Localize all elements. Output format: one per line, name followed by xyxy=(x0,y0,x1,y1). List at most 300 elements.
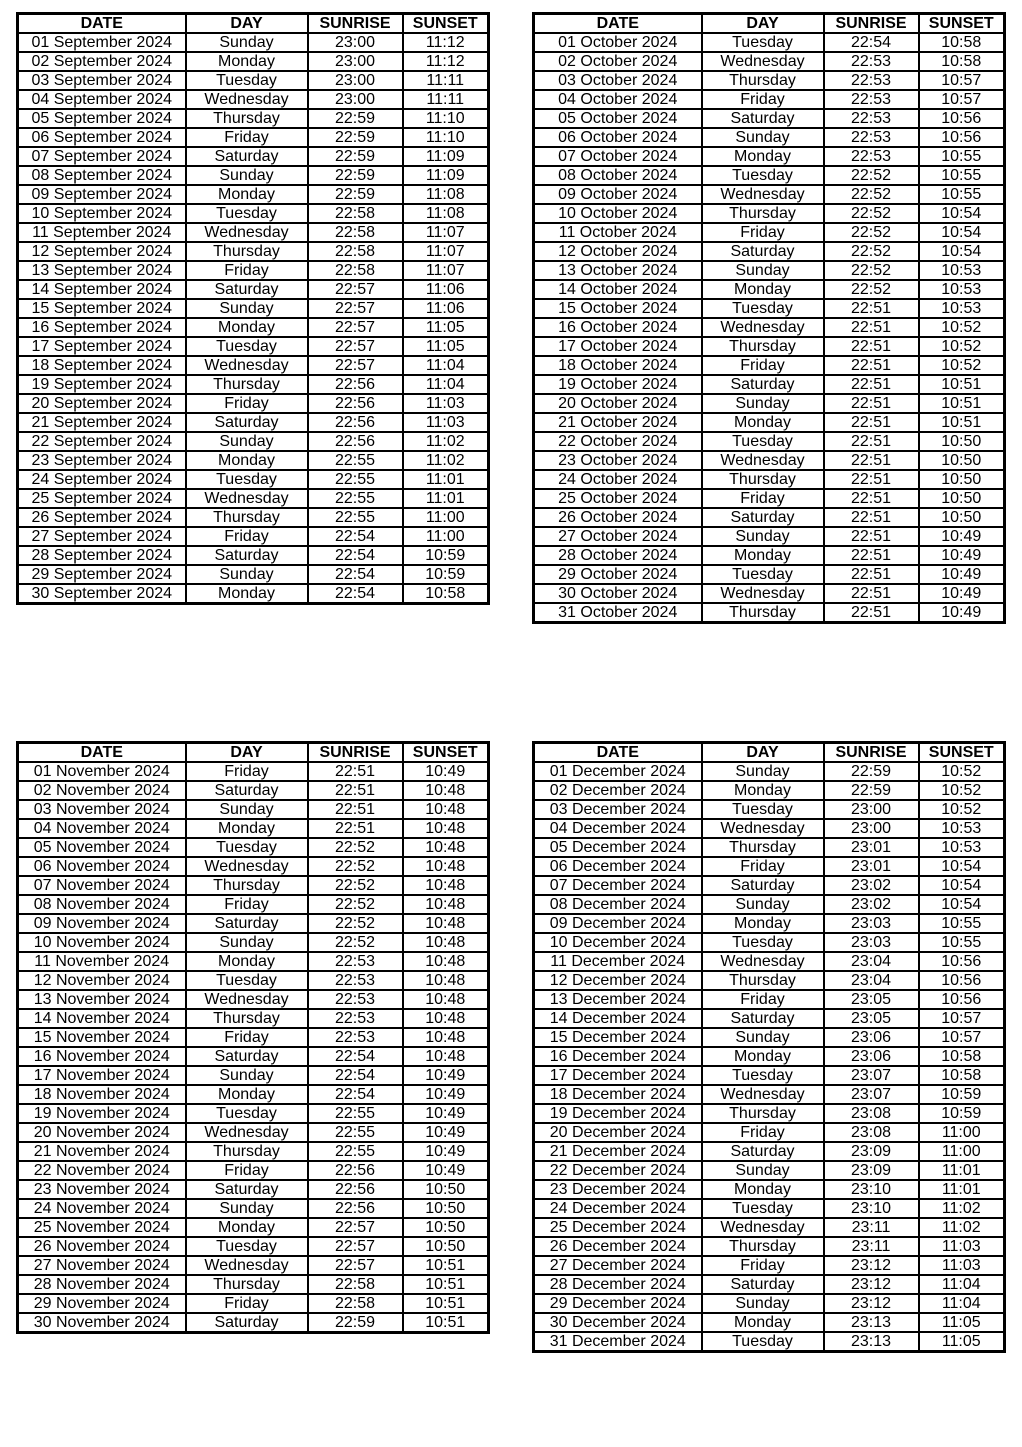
table-row xyxy=(18,261,489,280)
day-cell: Sunday xyxy=(702,394,824,413)
sunset-cell: 11:11 xyxy=(403,71,489,90)
sunset-cell: 11:04 xyxy=(403,356,489,375)
sunrise-cell: 22:52 xyxy=(308,933,403,952)
sunset-cell: 10:59 xyxy=(403,565,489,584)
sunrise-cell: 22:58 xyxy=(308,242,403,261)
sunrise-cell: 22:51 xyxy=(824,356,919,375)
sunset-cell: 10:48 xyxy=(403,838,489,857)
sunset-cell: 10:56 xyxy=(919,952,1005,971)
sunset-cell: 10:56 xyxy=(919,971,1005,990)
sunrise-cell: 22:51 xyxy=(824,565,919,584)
day-cell: Sunday xyxy=(186,800,308,819)
sunset-cell: 11:03 xyxy=(919,1256,1005,1275)
day-cell: Friday xyxy=(186,394,308,413)
date-cell: 10 December 2024 xyxy=(534,933,702,952)
table-row xyxy=(18,1161,489,1180)
date-cell: 14 November 2024 xyxy=(18,1009,186,1028)
date-cell: 28 October 2024 xyxy=(534,546,702,565)
sunrise-cell: 22:52 xyxy=(308,838,403,857)
date-cell: 18 September 2024 xyxy=(18,356,186,375)
sunrise-cell: 22:58 xyxy=(308,223,403,242)
sunrise-cell: 23:08 xyxy=(824,1104,919,1123)
sunset-cell: 11:05 xyxy=(403,337,489,356)
day-cell: Monday xyxy=(702,280,824,299)
sunset-cell: 10:50 xyxy=(403,1199,489,1218)
date-cell: 05 November 2024 xyxy=(18,838,186,857)
sunrise-cell: 22:59 xyxy=(824,762,919,781)
table-row xyxy=(534,128,1005,147)
date-cell: 14 October 2024 xyxy=(534,280,702,299)
table-row xyxy=(534,1009,1005,1028)
sunset-cell: 10:54 xyxy=(919,242,1005,261)
table-row xyxy=(18,413,489,432)
sunset-cell: 10:54 xyxy=(919,857,1005,876)
sunrise-cell: 22:51 xyxy=(308,819,403,838)
date-cell: 29 October 2024 xyxy=(534,565,702,584)
sunset-cell: 10:48 xyxy=(403,819,489,838)
sunset-cell: 10:49 xyxy=(403,1123,489,1142)
header-sunset: SUNSET xyxy=(919,743,1005,763)
date-cell: 14 December 2024 xyxy=(534,1009,702,1028)
table-row xyxy=(534,299,1005,318)
table-header xyxy=(534,743,1005,763)
table-row xyxy=(18,1313,489,1333)
sunset-cell: 11:07 xyxy=(403,261,489,280)
table-row xyxy=(18,166,489,185)
table-row xyxy=(18,546,489,565)
sunrise-cell: 22:54 xyxy=(308,546,403,565)
table-row xyxy=(18,895,489,914)
sunrise-cell: 22:53 xyxy=(824,71,919,90)
table-row xyxy=(18,508,489,527)
day-cell: Thursday xyxy=(186,1009,308,1028)
table-row xyxy=(18,527,489,546)
date-cell: 29 December 2024 xyxy=(534,1294,702,1313)
sunrise-cell: 22:52 xyxy=(824,204,919,223)
sunrise-cell: 22:57 xyxy=(308,1237,403,1256)
date-cell: 22 November 2024 xyxy=(18,1161,186,1180)
header-sunset: SUNSET xyxy=(919,14,1005,34)
table-row xyxy=(534,838,1005,857)
sunset-cell: 11:05 xyxy=(919,1313,1005,1332)
sunrise-cell: 23:02 xyxy=(824,895,919,914)
date-cell: 03 October 2024 xyxy=(534,71,702,90)
sunrise-cell: 23:00 xyxy=(308,90,403,109)
date-cell: 08 September 2024 xyxy=(18,166,186,185)
day-cell: Sunday xyxy=(186,1199,308,1218)
table-row xyxy=(534,394,1005,413)
sunset-cell: 10:51 xyxy=(403,1256,489,1275)
sunset-cell: 10:51 xyxy=(919,394,1005,413)
date-cell: 15 November 2024 xyxy=(18,1028,186,1047)
header-sunset: SUNSET xyxy=(403,743,489,763)
table-row xyxy=(534,1066,1005,1085)
sunset-cell: 10:54 xyxy=(919,223,1005,242)
day-cell: Thursday xyxy=(702,71,824,90)
sunset-cell: 11:04 xyxy=(919,1275,1005,1294)
sunrise-cell: 22:53 xyxy=(824,109,919,128)
date-cell: 20 September 2024 xyxy=(18,394,186,413)
header-day: DAY xyxy=(186,743,308,763)
september-sun-table xyxy=(16,12,490,605)
sunrise-cell: 22:51 xyxy=(824,508,919,527)
date-cell: 05 October 2024 xyxy=(534,109,702,128)
sunrise-cell: 23:12 xyxy=(824,1256,919,1275)
day-cell: Wednesday xyxy=(186,489,308,508)
table-row xyxy=(18,375,489,394)
date-cell: 21 November 2024 xyxy=(18,1142,186,1161)
sunrise-cell: 22:53 xyxy=(824,147,919,166)
sunrise-cell: 22:56 xyxy=(308,375,403,394)
date-cell: 15 September 2024 xyxy=(18,299,186,318)
date-cell: 05 September 2024 xyxy=(18,109,186,128)
date-cell: 31 December 2024 xyxy=(534,1332,702,1352)
sunrise-cell: 22:57 xyxy=(308,280,403,299)
sunrise-cell: 22:55 xyxy=(308,508,403,527)
sunrise-cell: 22:58 xyxy=(308,1275,403,1294)
sunset-cell: 10:56 xyxy=(919,990,1005,1009)
sunrise-cell: 22:56 xyxy=(308,1161,403,1180)
sunset-cell: 10:48 xyxy=(403,1028,489,1047)
day-cell: Friday xyxy=(702,223,824,242)
date-cell: 24 September 2024 xyxy=(18,470,186,489)
table-row xyxy=(18,470,489,489)
table-row xyxy=(18,204,489,223)
sunrise-cell: 23:08 xyxy=(824,1123,919,1142)
date-cell: 03 December 2024 xyxy=(534,800,702,819)
table-row xyxy=(18,90,489,109)
day-cell: Saturday xyxy=(186,914,308,933)
table-row xyxy=(534,781,1005,800)
day-cell: Wednesday xyxy=(186,1123,308,1142)
table-row xyxy=(534,318,1005,337)
sunrise-cell: 22:51 xyxy=(824,527,919,546)
date-cell: 09 October 2024 xyxy=(534,185,702,204)
day-cell: Thursday xyxy=(186,1142,308,1161)
day-cell: Thursday xyxy=(702,971,824,990)
sunset-cell: 11:01 xyxy=(403,489,489,508)
sunrise-cell: 22:55 xyxy=(308,470,403,489)
date-cell: 20 November 2024 xyxy=(18,1123,186,1142)
sunset-cell: 10:49 xyxy=(403,1104,489,1123)
table-row xyxy=(18,819,489,838)
day-cell: Thursday xyxy=(702,204,824,223)
sunrise-cell: 22:55 xyxy=(308,1123,403,1142)
sunrise-cell: 22:51 xyxy=(824,489,919,508)
table-row xyxy=(18,762,489,781)
day-cell: Monday xyxy=(702,914,824,933)
header-date: DATE xyxy=(534,14,702,34)
date-cell: 26 November 2024 xyxy=(18,1237,186,1256)
sunrise-cell: 22:52 xyxy=(824,242,919,261)
sunrise-cell: 22:58 xyxy=(308,261,403,280)
table-row xyxy=(534,1256,1005,1275)
date-cell: 01 October 2024 xyxy=(534,33,702,52)
sunset-cell: 11:10 xyxy=(403,109,489,128)
day-cell: Saturday xyxy=(702,1142,824,1161)
sunrise-cell: 22:52 xyxy=(824,261,919,280)
day-cell: Monday xyxy=(702,546,824,565)
sunrise-cell: 23:07 xyxy=(824,1066,919,1085)
table-row xyxy=(534,33,1005,52)
date-cell: 25 September 2024 xyxy=(18,489,186,508)
sunrise-cell: 23:09 xyxy=(824,1142,919,1161)
table-row xyxy=(18,1066,489,1085)
sunset-cell: 10:52 xyxy=(919,762,1005,781)
sunset-cell: 10:59 xyxy=(919,1104,1005,1123)
sunrise-cell: 22:51 xyxy=(824,413,919,432)
date-cell: 24 October 2024 xyxy=(534,470,702,489)
day-cell: Tuesday xyxy=(702,432,824,451)
day-cell: Sunday xyxy=(186,299,308,318)
day-cell: Tuesday xyxy=(186,838,308,857)
sunset-cell: 11:08 xyxy=(403,204,489,223)
sunrise-cell: 22:52 xyxy=(308,914,403,933)
sunset-cell: 10:48 xyxy=(403,952,489,971)
table-row xyxy=(18,584,489,604)
sunset-cell: 10:53 xyxy=(919,261,1005,280)
date-cell: 26 October 2024 xyxy=(534,508,702,527)
date-cell: 14 September 2024 xyxy=(18,280,186,299)
date-cell: 29 November 2024 xyxy=(18,1294,186,1313)
day-cell: Saturday xyxy=(186,781,308,800)
date-cell: 31 October 2024 xyxy=(534,603,702,623)
sunset-cell: 11:10 xyxy=(403,128,489,147)
date-cell: 13 November 2024 xyxy=(18,990,186,1009)
day-cell: Tuesday xyxy=(702,166,824,185)
header-sunrise: SUNRISE xyxy=(308,14,403,34)
sunrise-cell: 23:11 xyxy=(824,1218,919,1237)
sunset-cell: 11:09 xyxy=(403,147,489,166)
table-row xyxy=(534,508,1005,527)
day-cell: Thursday xyxy=(186,375,308,394)
day-cell: Thursday xyxy=(702,1104,824,1123)
sunset-cell: 10:48 xyxy=(403,914,489,933)
day-cell: Wednesday xyxy=(186,223,308,242)
sunrise-cell: 22:52 xyxy=(308,876,403,895)
sunset-cell: 10:49 xyxy=(403,762,489,781)
date-cell: 30 December 2024 xyxy=(534,1313,702,1332)
date-cell: 20 October 2024 xyxy=(534,394,702,413)
sunrise-cell: 22:52 xyxy=(308,895,403,914)
sunset-cell: 10:58 xyxy=(919,33,1005,52)
table-row xyxy=(534,584,1005,603)
sunset-cell: 10:59 xyxy=(403,546,489,565)
table-row xyxy=(534,990,1005,1009)
day-cell: Tuesday xyxy=(702,565,824,584)
date-cell: 17 October 2024 xyxy=(534,337,702,356)
day-cell: Friday xyxy=(702,489,824,508)
sunrise-cell: 22:51 xyxy=(824,603,919,623)
day-cell: Thursday xyxy=(702,603,824,623)
date-cell: 02 September 2024 xyxy=(18,52,186,71)
day-cell: Thursday xyxy=(186,876,308,895)
day-cell: Monday xyxy=(702,1047,824,1066)
sunrise-cell: 22:56 xyxy=(308,1180,403,1199)
table-row xyxy=(534,90,1005,109)
header-sunset: SUNSET xyxy=(403,14,489,34)
sunrise-cell: 22:51 xyxy=(824,432,919,451)
day-cell: Sunday xyxy=(702,261,824,280)
sunset-cell: 10:50 xyxy=(919,451,1005,470)
sunset-cell: 10:54 xyxy=(919,204,1005,223)
table-row xyxy=(18,1123,489,1142)
day-cell: Sunday xyxy=(186,33,308,52)
sunrise-cell: 22:51 xyxy=(824,299,919,318)
sunset-cell: 10:51 xyxy=(403,1294,489,1313)
table-row xyxy=(18,33,489,52)
sunrise-cell: 22:51 xyxy=(308,762,403,781)
sunrise-cell: 22:51 xyxy=(824,318,919,337)
day-cell: Sunday xyxy=(702,762,824,781)
table-row xyxy=(18,876,489,895)
sunset-cell: 10:48 xyxy=(403,857,489,876)
day-cell: Wednesday xyxy=(702,185,824,204)
sunset-cell: 11:09 xyxy=(403,166,489,185)
sunrise-cell: 22:53 xyxy=(824,128,919,147)
sunset-cell: 10:49 xyxy=(919,603,1005,623)
date-cell: 29 September 2024 xyxy=(18,565,186,584)
day-cell: Friday xyxy=(702,857,824,876)
sunrise-cell: 22:54 xyxy=(308,584,403,604)
day-cell: Wednesday xyxy=(702,52,824,71)
date-cell: 12 November 2024 xyxy=(18,971,186,990)
day-cell: Sunday xyxy=(702,128,824,147)
day-cell: Sunday xyxy=(186,933,308,952)
table-row xyxy=(18,565,489,584)
date-cell: 12 December 2024 xyxy=(534,971,702,990)
sunrise-cell: 23:13 xyxy=(824,1313,919,1332)
date-cell: 25 November 2024 xyxy=(18,1218,186,1237)
october-sun-table xyxy=(532,12,1006,624)
sunrise-cell: 23:11 xyxy=(824,1237,919,1256)
day-cell: Saturday xyxy=(186,280,308,299)
sunrise-cell: 22:52 xyxy=(824,280,919,299)
day-cell: Monday xyxy=(186,952,308,971)
day-cell: Sunday xyxy=(186,432,308,451)
sunrise-cell: 22:51 xyxy=(824,470,919,489)
table-row xyxy=(534,470,1005,489)
day-cell: Tuesday xyxy=(702,933,824,952)
sunrise-cell: 23:12 xyxy=(824,1275,919,1294)
date-cell: 17 November 2024 xyxy=(18,1066,186,1085)
day-cell: Tuesday xyxy=(186,971,308,990)
day-cell: Saturday xyxy=(186,1180,308,1199)
day-cell: Sunday xyxy=(702,527,824,546)
sunrise-cell: 22:53 xyxy=(824,90,919,109)
sunrise-cell: 23:01 xyxy=(824,838,919,857)
sunset-cell: 11:01 xyxy=(919,1161,1005,1180)
day-cell: Friday xyxy=(702,356,824,375)
sunset-cell: 11:11 xyxy=(403,90,489,109)
day-cell: Tuesday xyxy=(186,470,308,489)
date-cell: 07 September 2024 xyxy=(18,147,186,166)
sunrise-cell: 22:53 xyxy=(824,52,919,71)
date-cell: 04 October 2024 xyxy=(534,90,702,109)
date-cell: 25 October 2024 xyxy=(534,489,702,508)
table-row xyxy=(534,52,1005,71)
table-row xyxy=(534,952,1005,971)
day-cell: Saturday xyxy=(702,1275,824,1294)
sunrise-cell: 22:51 xyxy=(824,375,919,394)
table-row xyxy=(18,185,489,204)
sunset-cell: 11:02 xyxy=(403,432,489,451)
sunset-cell: 10:52 xyxy=(919,318,1005,337)
date-cell: 01 December 2024 xyxy=(534,762,702,781)
sunset-cell: 11:06 xyxy=(403,299,489,318)
date-cell: 06 September 2024 xyxy=(18,128,186,147)
date-cell: 19 December 2024 xyxy=(534,1104,702,1123)
sunrise-cell: 22:57 xyxy=(308,299,403,318)
day-cell: Tuesday xyxy=(186,1237,308,1256)
sunrise-cell: 22:51 xyxy=(308,781,403,800)
table-row xyxy=(534,876,1005,895)
table-header xyxy=(18,743,489,763)
date-cell: 07 November 2024 xyxy=(18,876,186,895)
date-cell: 07 October 2024 xyxy=(534,147,702,166)
day-cell: Thursday xyxy=(186,109,308,128)
date-cell: 08 October 2024 xyxy=(534,166,702,185)
day-cell: Monday xyxy=(186,1218,308,1237)
day-cell: Sunday xyxy=(186,166,308,185)
day-cell: Monday xyxy=(702,1180,824,1199)
sunset-cell: 10:54 xyxy=(919,895,1005,914)
day-cell: Friday xyxy=(702,990,824,1009)
date-cell: 10 September 2024 xyxy=(18,204,186,223)
date-cell: 17 September 2024 xyxy=(18,337,186,356)
sunrise-cell: 23:00 xyxy=(308,52,403,71)
table-row xyxy=(534,527,1005,546)
sunset-cell: 10:49 xyxy=(403,1161,489,1180)
date-cell: 28 November 2024 xyxy=(18,1275,186,1294)
sunrise-cell: 22:59 xyxy=(308,109,403,128)
sunset-cell: 10:49 xyxy=(919,584,1005,603)
sunrise-cell: 22:51 xyxy=(824,394,919,413)
table-row xyxy=(534,185,1005,204)
day-cell: Thursday xyxy=(186,508,308,527)
day-cell: Wednesday xyxy=(702,819,824,838)
sunrise-cell: 22:59 xyxy=(308,1313,403,1333)
table-row xyxy=(18,1180,489,1199)
table-row xyxy=(534,1047,1005,1066)
sunrise-cell: 23:07 xyxy=(824,1085,919,1104)
sunrise-cell: 22:59 xyxy=(308,185,403,204)
sunset-cell: 10:49 xyxy=(403,1066,489,1085)
sunrise-cell: 23:00 xyxy=(824,819,919,838)
day-cell: Monday xyxy=(186,52,308,71)
sunset-cell: 11:08 xyxy=(403,185,489,204)
table-row xyxy=(18,1028,489,1047)
sunrise-cell: 22:53 xyxy=(308,990,403,1009)
sunset-cell: 11:07 xyxy=(403,242,489,261)
date-cell: 27 November 2024 xyxy=(18,1256,186,1275)
sunset-cell: 10:53 xyxy=(919,280,1005,299)
sunset-cell: 10:50 xyxy=(919,489,1005,508)
day-cell: Monday xyxy=(186,584,308,604)
day-cell: Tuesday xyxy=(702,299,824,318)
header-sunrise: SUNRISE xyxy=(308,743,403,763)
sunrise-cell: 22:57 xyxy=(308,1256,403,1275)
table-row xyxy=(534,1218,1005,1237)
sunrise-cell: 22:54 xyxy=(308,1066,403,1085)
date-cell: 30 October 2024 xyxy=(534,584,702,603)
sunset-cell: 10:57 xyxy=(919,71,1005,90)
sunset-cell: 10:49 xyxy=(919,546,1005,565)
sunset-cell: 11:05 xyxy=(919,1332,1005,1352)
sunset-cell: 11:00 xyxy=(403,508,489,527)
sunset-cell: 10:48 xyxy=(403,800,489,819)
sunrise-cell: 22:58 xyxy=(308,1294,403,1313)
